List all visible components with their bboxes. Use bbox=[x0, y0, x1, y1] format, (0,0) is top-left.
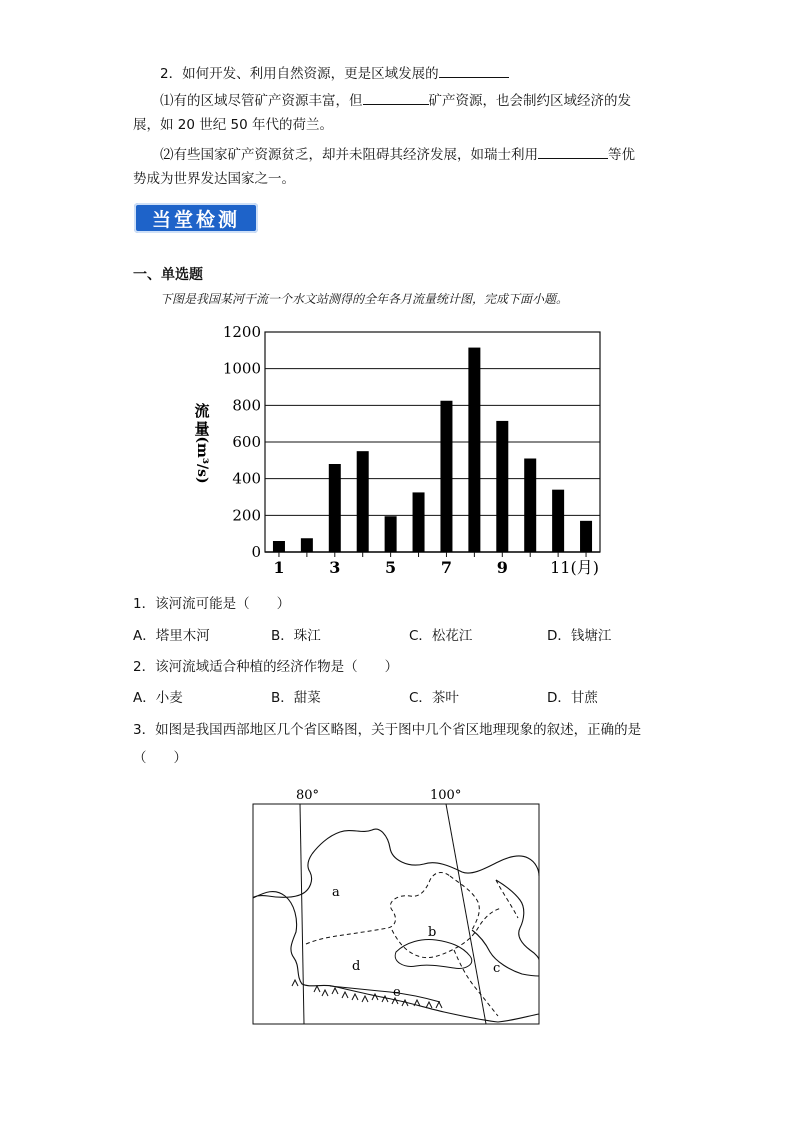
chart-root bbox=[194, 323, 600, 577]
northern-border bbox=[312, 829, 539, 876]
province-boundary-dashed-c bbox=[450, 876, 479, 930]
region-label-a: a bbox=[332, 885, 340, 900]
ytick-label: 400 bbox=[232, 469, 261, 488]
xtick-label: 11(月) bbox=[550, 558, 599, 577]
ylabel-mid: 量 bbox=[194, 420, 210, 438]
question-2-option-b[interactable]: B．甜菜 bbox=[271, 690, 321, 706]
question-2-stem: 2．该河流域适合种植的经济作物是（ ） bbox=[133, 659, 399, 675]
bar-month-9 bbox=[496, 421, 508, 552]
meridian-100 bbox=[446, 804, 486, 1024]
answer-blank[interactable] bbox=[538, 143, 608, 159]
q2-resource-line bbox=[160, 62, 509, 83]
ytick-label: 200 bbox=[232, 506, 261, 525]
bar-month-5 bbox=[385, 516, 397, 552]
region-label-e: e bbox=[393, 985, 401, 1000]
national-border bbox=[253, 892, 539, 1022]
bar-month-1 bbox=[273, 541, 285, 552]
longitude-label-100: 100° bbox=[430, 788, 462, 803]
east-border bbox=[496, 880, 539, 960]
bar-month-7 bbox=[440, 401, 452, 552]
xtick-label: 7 bbox=[440, 558, 453, 577]
question-1-option-b[interactable]: B．珠江 bbox=[271, 628, 321, 644]
question-1-stem: 1．该河流可能是（ ） bbox=[133, 596, 291, 612]
east-inner bbox=[472, 930, 539, 976]
para2-line2 bbox=[133, 170, 295, 188]
para1-text-a: ⑴有的区域尽管矿产资源丰富，但 bbox=[160, 93, 363, 109]
western-border bbox=[253, 854, 312, 898]
western-provinces-map bbox=[240, 780, 550, 1030]
para2-text-b: 等优 bbox=[608, 147, 635, 163]
ytick-label: 600 bbox=[232, 433, 261, 451]
question-3-stem-line2: （ ） bbox=[133, 750, 187, 766]
answer-blank[interactable] bbox=[439, 62, 509, 78]
question-3-stem: 3．如图是我国西部地区几个省区略图，关于图中几个省区地理现象的叙述，正确的是 bbox=[133, 722, 642, 738]
province-boundary-dashed-b bbox=[392, 908, 502, 958]
bar-month-6 bbox=[413, 492, 425, 552]
bar-month-11 bbox=[552, 490, 564, 552]
para1-text-line2: 展，如 20 世纪 50 年代的荷兰。 bbox=[133, 117, 334, 133]
para1-text-b: 矿产资源，也会制约区域经济的发 bbox=[428, 93, 631, 109]
section-title: 一、单选题 bbox=[133, 267, 203, 283]
ytick-label: 800 bbox=[232, 396, 261, 415]
section-badge: 当堂检测 bbox=[134, 203, 258, 233]
bar-month-8 bbox=[468, 348, 480, 552]
bar-month-2 bbox=[301, 538, 313, 552]
ytick-label: 1200 bbox=[222, 323, 261, 341]
question-1-option-a[interactable]: A．塔里木河 bbox=[133, 628, 210, 644]
xtick-label: 3 bbox=[329, 558, 341, 577]
bar-month-10 bbox=[524, 459, 536, 553]
intro-text: 下图是我国某河干流一个水文站测得的全年各月流量统计图，完成下面小题。 bbox=[160, 292, 569, 306]
bar-month-12 bbox=[580, 521, 592, 552]
ytick-label: 1000 bbox=[222, 359, 261, 378]
para1-line2 bbox=[133, 116, 333, 134]
answer-blank[interactable] bbox=[363, 89, 429, 105]
q2-resource-text: 2．如何开发、利用自然资源，更是区域发展的 bbox=[160, 66, 439, 82]
ytick-label: 0 bbox=[251, 543, 261, 561]
question-2-option-c[interactable]: C．茶叶 bbox=[409, 690, 459, 706]
para2-text-line2: 势成为世界发达国家之一。 bbox=[133, 171, 295, 187]
province-boundary-dashed-e bbox=[496, 880, 518, 918]
xtick-label: 1 bbox=[273, 558, 285, 577]
question-1-option-c[interactable]: C．松花江 bbox=[409, 628, 473, 644]
region-label-d: d bbox=[352, 959, 361, 974]
bar-month-4 bbox=[357, 451, 369, 552]
region-label-c: c bbox=[493, 961, 501, 976]
xtick-label: 9 bbox=[496, 558, 508, 577]
question-2-option-a[interactable]: A．小麦 bbox=[133, 690, 183, 706]
province-boundary-dashed-d bbox=[454, 950, 501, 1016]
ylabel-unit: (m³/s) bbox=[194, 436, 210, 484]
xtick-label: 5 bbox=[385, 558, 397, 577]
para2-line1 bbox=[160, 143, 635, 164]
para1-line1 bbox=[160, 89, 631, 110]
question-1-option-d[interactable]: D．钱塘江 bbox=[547, 628, 612, 644]
question-2-option-d[interactable]: D．甘蔗 bbox=[547, 690, 598, 706]
para2-text-a: ⑵有些国家矿产资源贫乏，却并未阻碍其经济发展，如瑞士利用 bbox=[160, 147, 538, 163]
longitude-label-80: 80° bbox=[296, 788, 320, 803]
meridian-80 bbox=[300, 804, 304, 1024]
region-label-b: b bbox=[428, 925, 437, 940]
bar-month-3 bbox=[329, 464, 341, 552]
ylabel-top: 流 bbox=[194, 402, 210, 420]
flow-chart bbox=[180, 320, 620, 580]
